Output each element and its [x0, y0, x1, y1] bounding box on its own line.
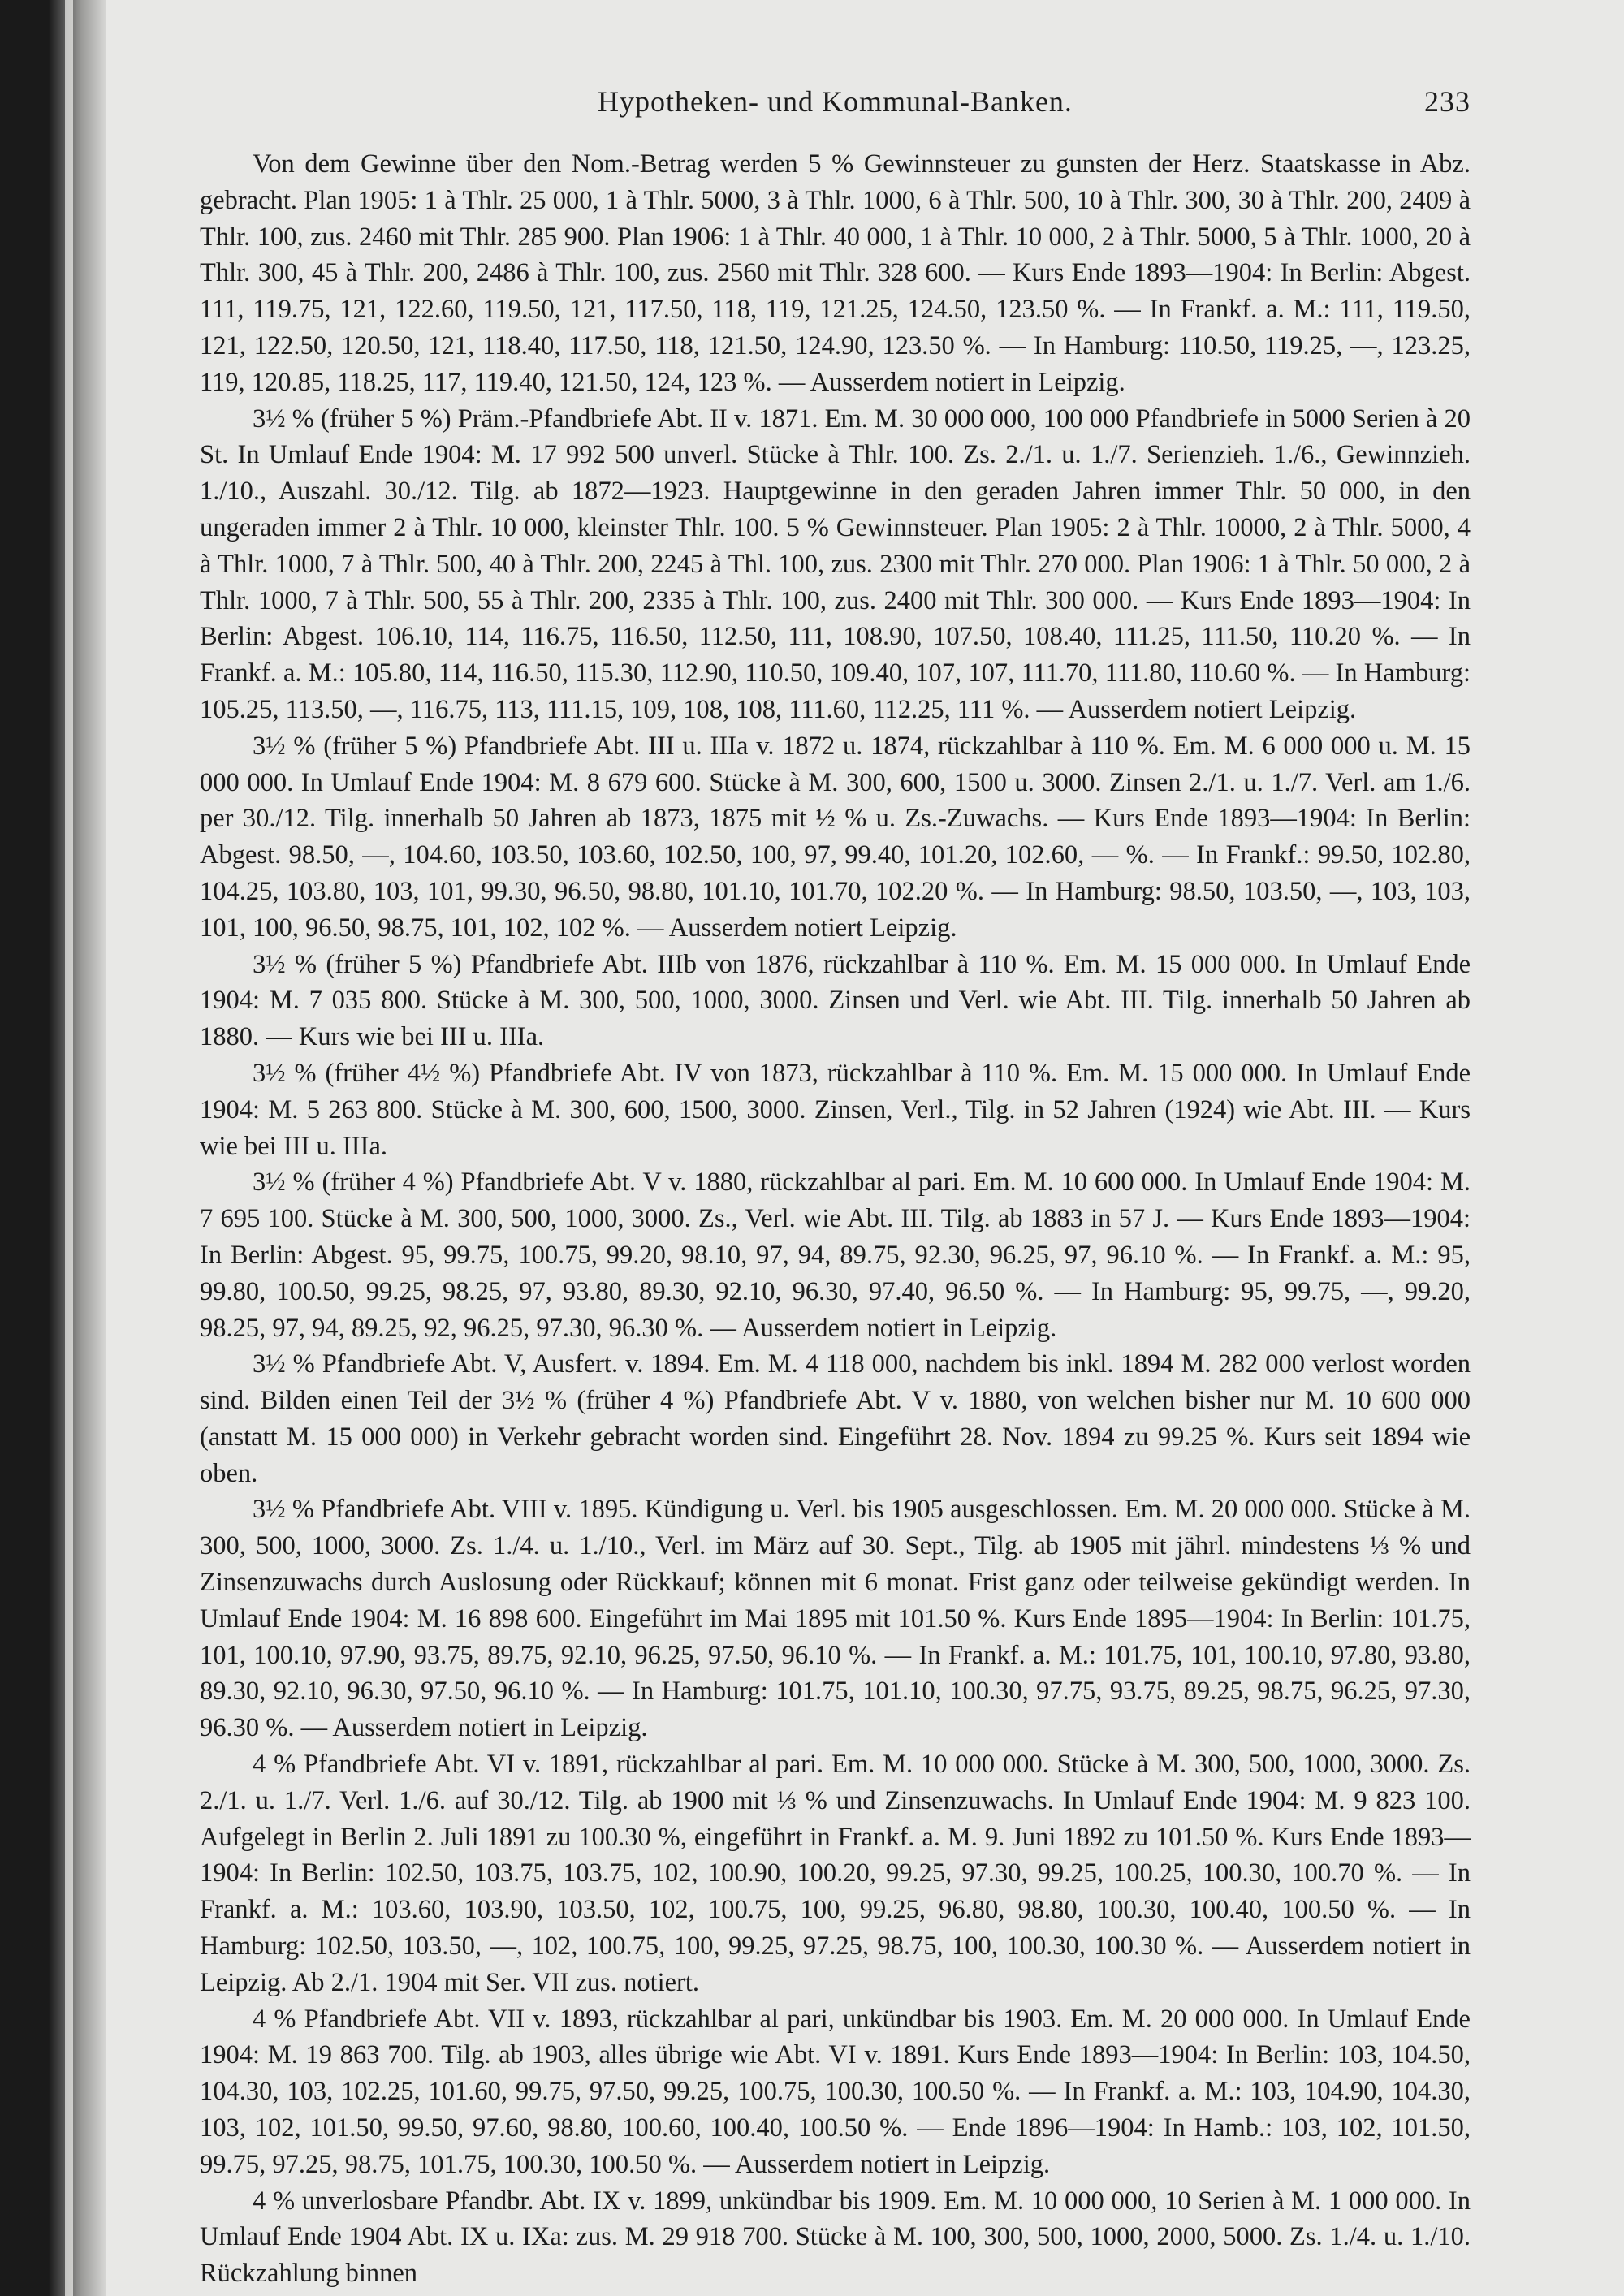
scan-edge-highlight: [65, 0, 73, 2296]
paragraph-abt-ii: 3½ % (früher 5 %) Präm.-Pfandbriefe Abt. II v. 1871. Em. M. 30 000 000, 100 000 Pfandbriefe in 5000 Serien à 20 St. In Umlauf Ende 1904: M. 17 992 500 unverl. Stücke à Thlr. 100. Zs. 2./1. u. 1./7. Serienzieh. 1./6., Gewinnzieh. 1./10., Auszahl. 30./12. Tilg. ab 1872—1923. Hauptgewinne in den geraden Jahren immer Thlr. 50 000, in den ungeraden immer 2 à Thlr. 10 000, kleinster Thlr. 100. 5 % Gewinnsteuer. Plan 1905: 2 à Thlr. 10000, 2 à Thlr. 5000, 4 à Thlr. 1000, 7 à Thlr. 500, 40 à Thlr. 200, 2245 à Thl. 100, zus. 2300 mit Thlr. 270 000. Plan 1906: 1 à Thlr. 50 000, 2 à Thlr. 1000, 7 à Thlr. 500, 55 à Thlr. 200, 2335 à Thlr. 100, zus. 2400 mit Thlr. 300 000. — Kurs Ende 1893—1904: In Berlin: Abgest. 106.10, 114, 116.75, 116.50, 112.50, 111, 108.90, 107.50, 108.40, 111.25, 111.50, 110.20 %. — In Frankf. a. M.: 105.80, 114, 116.50, 115.30, 112.90, 110.50, 109.40, 107, 107, 111.70, 111.80, 110.60 %. — In Hamburg: 105.25, 113.50, —, 116.75, 113, 111.15, 109, 108, 108, 111.60, 112.25, 111 %. — Ausserdem notiert Leipzig.: [200, 404, 1471, 724]
paragraph-abt-vi: 4 % Pfandbriefe Abt. VI v. 1891, rückzahlbar al pari. Em. M. 10 000 000. Stücke à M. 300, 500, 1000, 3000. Zs. 2./1. u. 1./7. Verl. 1./6. auf 30./12. Tilg. ab 1900 mit ⅓ % und Zinsenzuwachs. In Umlauf Ende 1904: M. 9 823 100. Aufgelegt in Berlin 2. Juli 1891 zu 100.30 %, eingeführt in Frankf. a. M. 9. Juni 1892 zu 101.50 %. Kurs Ende 1893—1904: In Berlin: 102.50, 103.75, 103.75, 102, 100.90, 100.20, 99.25, 97.30, 99.25, 100.25, 100.30, 100.70 %. — In Frankf. a. M.: 103.60, 103.90, 103.50, 102, 100.75, 100, 99.25, 96.80, 98.80, 100.30, 100.40, 100.50 %. — In Hamburg: 102.50, 103.50, —, 102, 100.75, 100, 99.25, 97.25, 98.75, 100, 100.30, 100.30 %. — Ausserdem notiert in Leipzig. Ab 2./1. 1904 mit Ser. VII zus. notiert.: [200, 1750, 1471, 1997]
paragraph-abt-iii: 3½ % (früher 5 %) Pfandbriefe Abt. III u. IIIa v. 1872 u. 1874, rückzahlbar à 110 %. Em. M. 6 000 000 u. M. 15 000 000. In Umlauf Ende 1904: M. 8 679 600. Stücke à M. 300, 600, 1500 u. 3000. Zinsen 2./1. u. 1./7. Verl. am 1./6. per 30./12. Tilg. innerhalb 50 Jahren ab 1873, 1875 mit ½ % u. Zs.-Zuwachs. — Kurs Ende 1893—1904: In Berlin: Abgest. 98.50, —, 104.60, 103.50, 103.60, 102.50, 100, 97, 99.40, 101.20, 102.60, — %. — In Frankf.: 99.50, 102.80, 104.25, 103.80, 103, 101, 99.30, 96.50, 98.80, 101.10, 101.70, 102.20 %. — In Hamburg: 98.50, 103.50, —, 103, 103, 101, 100, 96.50, 98.75, 101, 102, 102 %. — Ausserdem notiert Leipzig.: [200, 731, 1471, 943]
running-head: [200, 80, 1471, 127]
paragraph-gewinnsteuer-plan: Von dem Gewinne über den Nom.-Betrag werden 5 % Gewinnsteuer zu gunsten der Herz. Staatskasse in Abz. gebracht. Plan 1905: 1 à Thlr. 25 000, 1 à Thlr. 5000, 3 à Thlr. 1000, 6 à Thlr. 500, 10 à Thlr. 300, 30 à Thlr. 200, 2409 à Thlr. 100, zus. 2460 mit Thlr. 285 900. Plan 1906: 1 à Thlr. 40 000, 1 à Thlr. 10 000, 2 à Thlr. 5000, 5 à Thlr. 1000, 20 à Thlr. 300, 45 à Thlr. 200, 2486 à Thlr. 100, zus. 2560 mit Thlr. 328 600. — Kurs Ende 1893—1904: In Berlin: Abgest. 111, 119.75, 121, 122.60, 119.50, 121, 117.50, 118, 119, 121.25, 124.50, 123.50 %. — In Frankf. a. M.: 111, 119.50, 121, 122.50, 120.50, 121, 118.40, 117.50, 118, 121.50, 124.90, 123.50 %. — In Hamburg: 110.50, 119.25, —, 123.25, 119, 120.85, 118.25, 117, 119.40, 121.50, 124, 123 %. — Ausserdem notiert in Leipzig.: [200, 149, 1471, 397]
book-page: [200, 80, 1471, 2289]
page-number: 233: [1424, 85, 1471, 118]
scan-binding-edge: [0, 0, 106, 2296]
paragraph-abt-v-1894: 3½ % Pfandbriefe Abt. V, Ausfert. v. 1894. Em. M. 4 118 000, nachdem bis inkl. 1894 M. 282 000 verlost worden sind. Bilden einen Teil der 3½ % (früher 4 %) Pfandbriefe Abt. V v. 1880, von welchen bisher nur M. 10 600 000 (anstatt M. 15 000 000) in Verkehr gebracht worden sind. Eingeführt 28. Nov. 1894 zu 99.25 %. Kurs seit 1894 wie oben.: [200, 1349, 1471, 1488]
paragraph-abt-ix: 4 % unverlosbare Pfandbr. Abt. IX v. 1899, unkündbar bis 1909. Em. M. 10 000 000, 10 Serien à M. 1 000 000. In Umlauf Ende 1904 Abt. IX u. IXa: zus. M. 29 918 700. Stücke à M. 100, 300, 500, 1000, 2000, 5000. Zs. 1./4. u. 1./10. Rückzahlung binnen: [200, 2186, 1471, 2289]
paragraph-abt-iv: 3½ % (früher 4½ %) Pfandbriefe Abt. IV von 1873, rückzahlbar à 110 %. Em. M. 15 000 000. In Umlauf Ende 1904: M. 5 263 800. Stücke à M. 300, 600, 1500, 3000. Zinsen, Verl., Tilg. in 52 Jahren (1924) wie Abt. III. — Kurs wie bei III u. IIIa.: [200, 1058, 1471, 1161]
paragraph-abt-iiib: 3½ % (früher 5 %) Pfandbriefe Abt. IIIb von 1876, rückzahlbar à 110 %. Em. M. 15 000 000. In Umlauf Ende 1904: M. 7 035 800. Stücke à M. 300, 500, 1000, 3000. Zinsen und Verl. wie Abt. III. Tilg. innerhalb 50 Jahren ab 1880. — Kurs wie bei III u. IIIa.: [200, 949, 1471, 1052]
paragraph-abt-v: 3½ % (früher 4 %) Pfandbriefe Abt. V v. 1880, rückzahlbar al pari. Em. M. 10 600 000. In Umlauf Ende 1904: M. 7 695 100. Stücke à M. 300, 500, 1000, 3000. Zs., Verl. wie Abt. III. Tilg. ab 1883 in 57 J. — Kurs Ende 1893—1904: In Berlin: Abgest. 95, 99.75, 100.75, 99.20, 98.10, 97, 94, 89.75, 92.30, 96.25, 97, 96.10 %. — In Frankf. a. M.: 95, 99.80, 100.50, 99.25, 98.25, 97, 93.80, 89.30, 92.10, 96.30, 97.40, 96.50 %. — In Hamburg: 95, 99.75, —, 99.20, 98.25, 97, 94, 89.25, 92, 96.25, 97.30, 96.30 %. — Ausserdem notiert in Leipzig.: [200, 1167, 1471, 1343]
paragraph-abt-vii: 4 % Pfandbriefe Abt. VII v. 1893, rückzahlbar al pari, unkündbar bis 1903. Em. M. 20 000 000. In Umlauf Ende 1904: M. 19 863 700. Tilg. ab 1903, alles übrige wie Abt. VI v. 1891. Kurs Ende 1893—1904: In Berlin: 103, 104.50, 104.30, 103, 102.25, 101.60, 99.75, 97.50, 99.25, 100.75, 100.30, 100.50 %. — In Frankf. a. M.: 103, 104.90, 104.30, 103, 102, 101.50, 99.50, 97.60, 98.80, 100.60, 100.40, 100.50 %. — Ende 1896—1904: In Hamb.: 103, 102, 101.50, 99.75, 97.25, 98.75, 101.75, 100.30, 100.50 %. — Ausserdem notiert in Leipzig.: [200, 2004, 1471, 2179]
body-text: [200, 146, 1471, 2292]
paragraph-abt-viii: 3½ % Pfandbriefe Abt. VIII v. 1895. Kündigung u. Verl. bis 1905 ausgeschlossen. Em. M. 20 000 000. Stücke à M. 300, 500, 1000, 3000. Zs. 1./4. u. 1./10., Verl. im März auf 30. Sept., Tilg. ab 1905 mit jährl. mindestens ⅓ % und Zinsenzuwachs durch Auslosung oder Rückkauf; können mit 6 monat. Frist ganz oder teilweise gekündigt werden. In Umlauf Ende 1904: M. 16 898 600. Eingeführt im Mai 1895 mit 101.50 %. Kurs Ende 1895—1904: In Berlin: 101.75, 101, 100.10, 97.90, 93.75, 89.75, 92.10, 96.25, 97.50, 96.10 %. — In Frankf. a. M.: 101.75, 101, 100.10, 97.80, 93.80, 89.30, 92.10, 96.30, 97.50, 96.10 %. — In Hamburg: 101.75, 101.10, 100.30, 97.75, 93.75, 89.25, 98.75, 96.25, 97.30, 96.30 %. — Ausserdem notiert in Leipzig.: [200, 1495, 1471, 1743]
running-head-title: Hypotheken- und Kommunal-Banken.: [598, 85, 1073, 118]
